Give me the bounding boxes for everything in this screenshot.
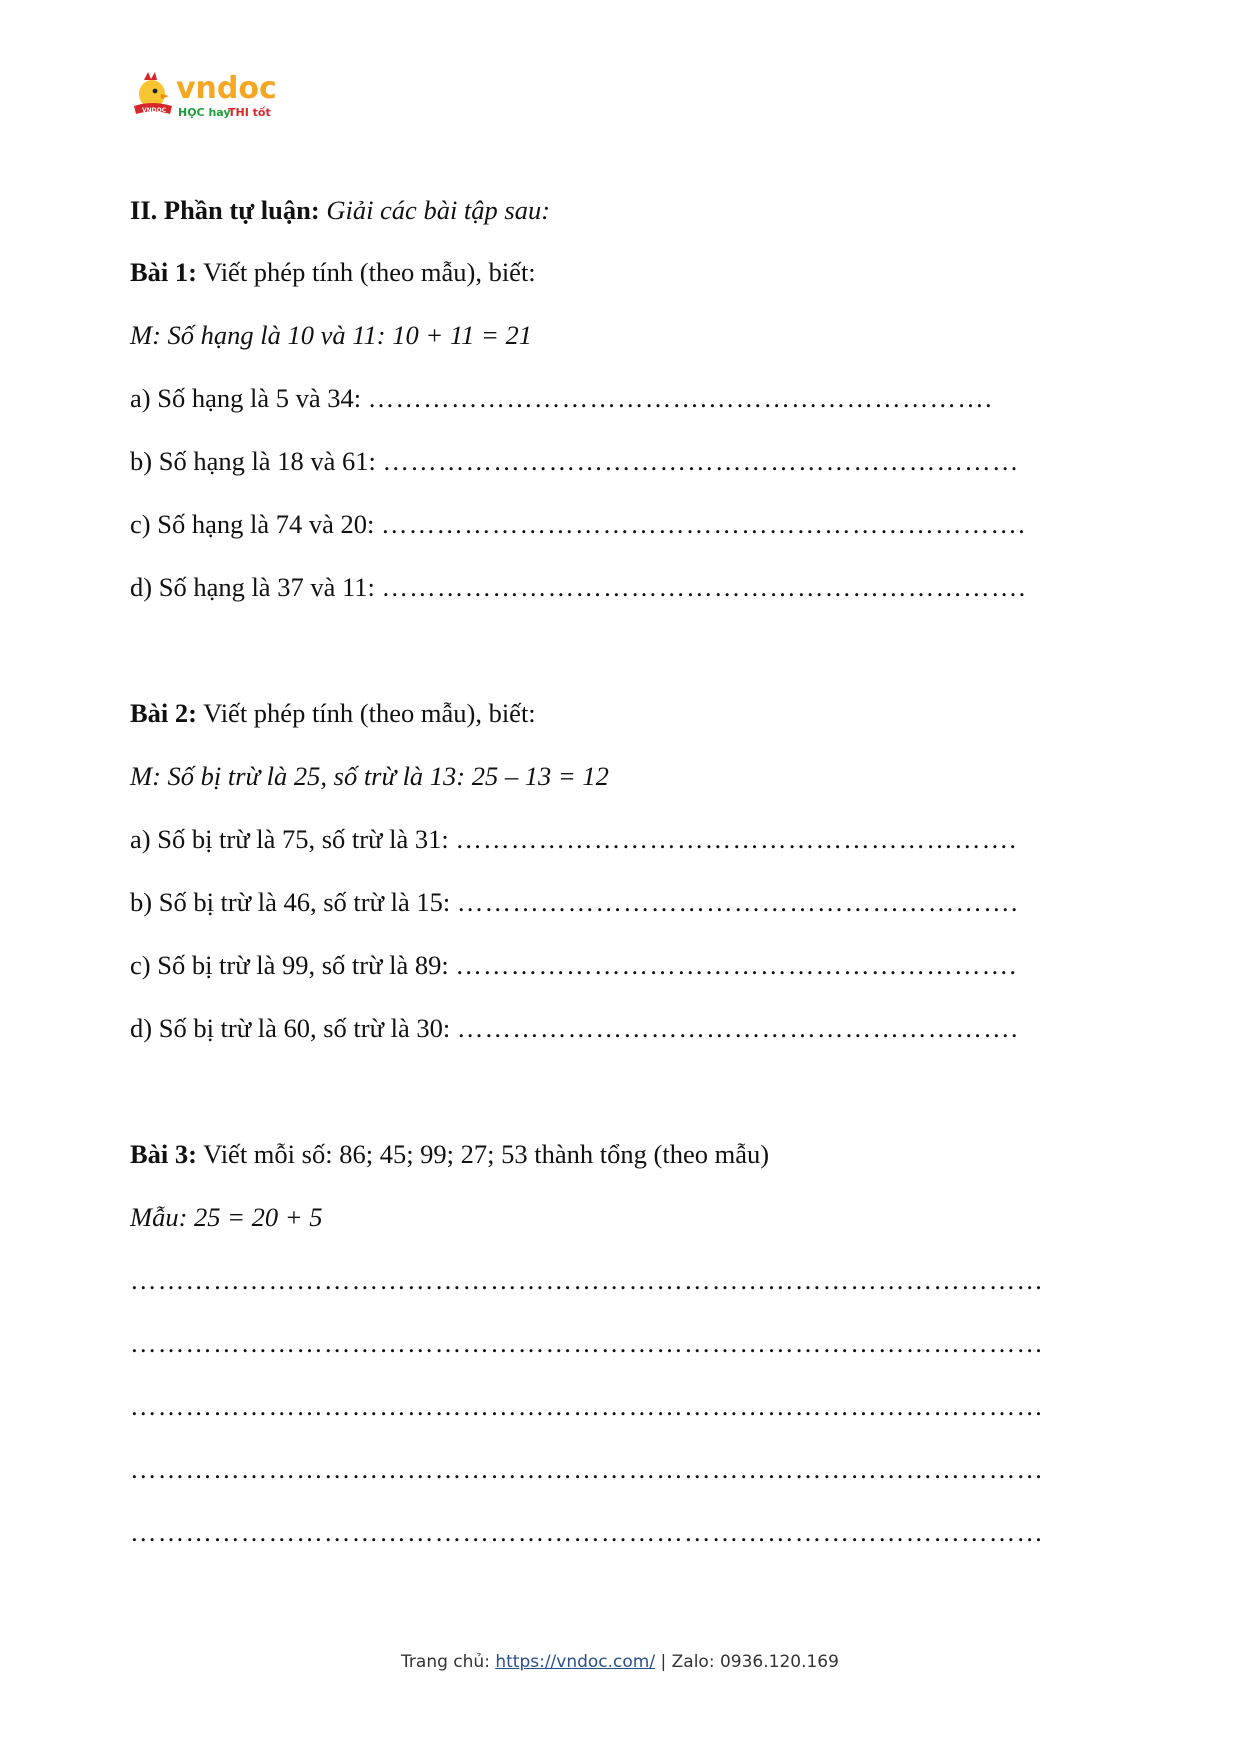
item-text: a) Số bị trừ là 75, số trừ là 31:: [130, 824, 456, 854]
answer-blank[interactable]: …………………………………………………….: [455, 824, 1018, 854]
answer-line[interactable]: ………………………………………………………………………………………: [130, 1328, 1045, 1358]
svg-text:VNDOC: VNDOC: [142, 107, 167, 114]
exercise-2-item-b: [130, 885, 1019, 919]
exercise-1-example: M: Số hạng là 10 và 11: 10 + 11 = 21: [130, 320, 533, 350]
vndoc-logo: [130, 70, 290, 122]
exercise-1-item-b: [130, 444, 1020, 478]
footer-zalo: Zalo: 0936.120.169: [671, 1652, 839, 1672]
exercise-prompt: Viết mỗi số: 86; 45; 99; 27; 53 thành tổng (theo mẫu): [197, 1139, 770, 1169]
chicken-mascot-icon: [130, 70, 290, 122]
answer-line[interactable]: ………………………………………………………………………………………: [130, 1517, 1045, 1547]
section-title-italic: Giải các bài tập sau:: [319, 195, 551, 225]
page-footer: [0, 1652, 1240, 1672]
exercise-2-heading: [130, 696, 536, 730]
item-text: d) Số bị trừ là 60, số trừ là 30:: [130, 1013, 457, 1043]
answer-blank[interactable]: …………………………………………………….: [455, 950, 1018, 980]
item-text: b) Số hạng là 18 và 61:: [130, 446, 383, 476]
exercise-prompt: Viết phép tính (theo mẫu), biết:: [197, 257, 536, 287]
exercise-label: Bài 2:: [130, 698, 197, 728]
answer-blank[interactable]: …………………………………………………….: [456, 887, 1019, 917]
section-title-bold: II. Phần tự luận:: [130, 195, 320, 225]
exercise-2-item-d: [130, 1011, 1019, 1045]
answer-line[interactable]: ………………………………………………………………………………………: [130, 1265, 1045, 1295]
item-text: b) Số bị trừ là 46, số trừ là 15:: [130, 887, 457, 917]
answer-line[interactable]: ………………………………………………………………………………………: [130, 1391, 1045, 1421]
section-title: [130, 193, 550, 227]
exercise-3-example: Mẫu: 25 = 20 + 5: [130, 1202, 323, 1232]
logo-brand: vndoc: [176, 71, 277, 106]
answer-line[interactable]: ………………………………………………………………………………………: [130, 1454, 1045, 1484]
exercise-2-item-a: [130, 822, 1017, 856]
answer-blank[interactable]: …………………………………………………………….: [381, 572, 1027, 602]
item-text: d) Số hạng là 37 và 11:: [130, 572, 382, 602]
exercise-3-heading: [130, 1137, 769, 1171]
exercise-prompt: Viết phép tính (theo mẫu), biết:: [197, 698, 536, 728]
exercise-1-item-c: [130, 507, 1026, 541]
exercise-2-item-c: [130, 948, 1017, 982]
footer-home-label: Trang chủ:: [401, 1652, 496, 1672]
exercise-2-example: M: Số bị trừ là 25, số trừ là 13: 25 – 13 = 12: [130, 761, 609, 791]
answer-blank[interactable]: ……………………………………………………………: [382, 446, 1020, 476]
item-text: a) Số hạng là 5 và 34:: [130, 383, 368, 413]
exercise-1-heading: [130, 255, 536, 289]
answer-blank[interactable]: ……………………………….………………………….: [367, 383, 993, 413]
answer-blank[interactable]: …………………………………………………………….: [380, 509, 1026, 539]
exercise-1-item-a: [130, 381, 993, 415]
exercise-label: Bài 1:: [130, 257, 197, 287]
answer-blank[interactable]: …………………………………………………….: [456, 1013, 1019, 1043]
item-text: c) Số hạng là 74 và 20:: [130, 509, 381, 539]
footer-separator: |: [655, 1652, 672, 1672]
svg-text:HỌC hay: HỌC hay: [178, 106, 231, 119]
exercise-label: Bài 3:: [130, 1139, 197, 1169]
exercise-1-item-d: [130, 570, 1026, 604]
svg-text:THI tốt: THI tốt: [228, 106, 271, 119]
footer-home-link[interactable]: https://vndoc.com/: [495, 1652, 656, 1672]
item-text: c) Số bị trừ là 99, số trừ là 89:: [130, 950, 456, 980]
